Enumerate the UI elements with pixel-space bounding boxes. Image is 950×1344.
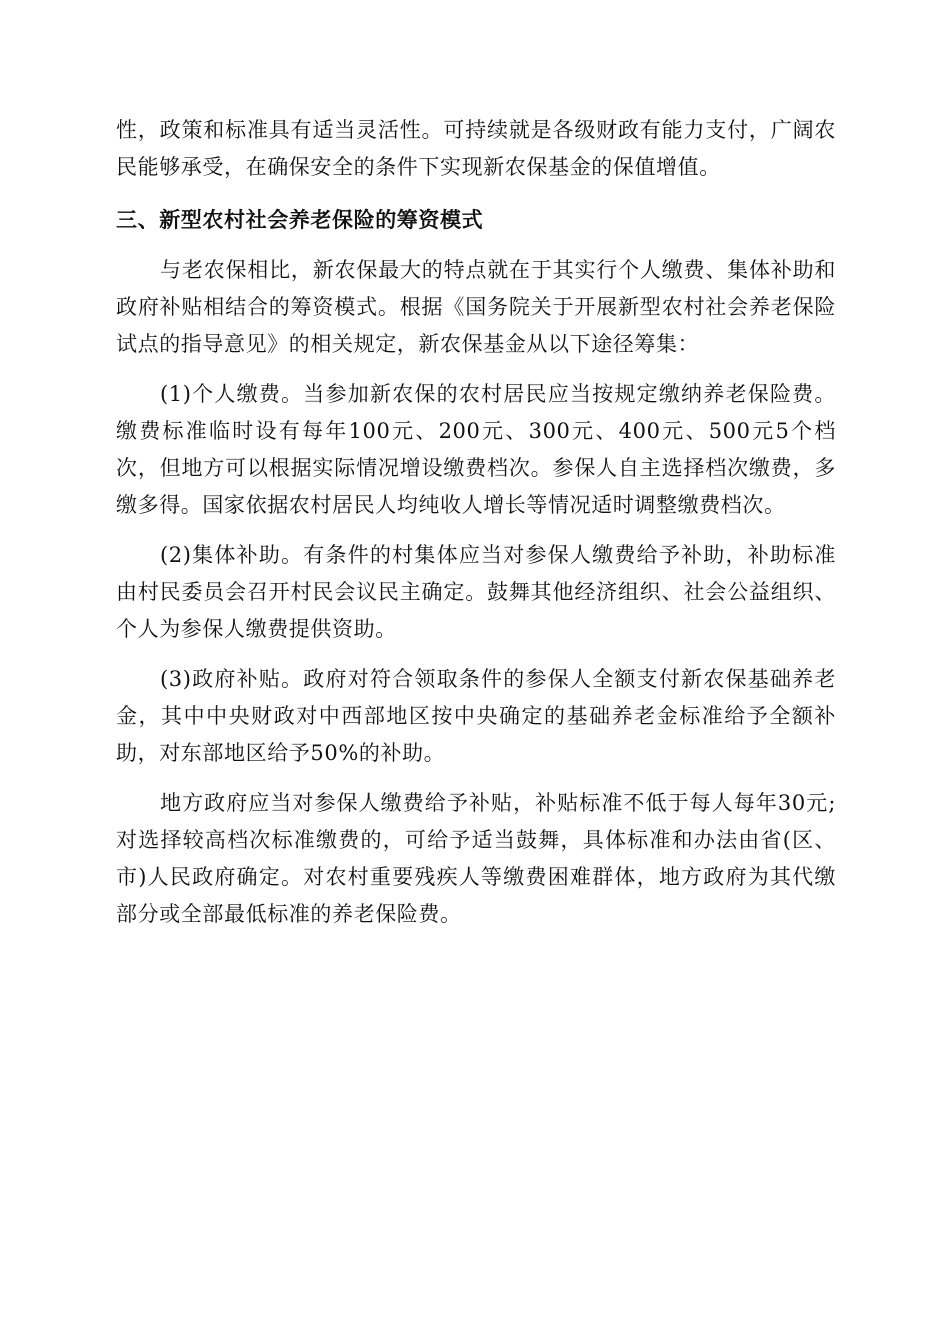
paragraph-local-government: 地方政府应当对参保人缴费给予补贴，补贴标准不低于每人每年30元;对选择较高档次标准缴费的，可给予适当鼓舞，具体标准和办法由省(区、市)人民政府确定。对农村重要残疾人等缴费困难群体，地方政府为其代缴部分或全部最低标准的养老保险费。 [116, 791, 836, 926]
paragraph-individual-contribution: (1)个人缴费。当参加新农保的农村居民应当按规定缴纳养老保险费。缴费标准临时设有每年100元、200元、300元、400元、500元5个档次，但地方可以根据实际情况增设缴费档次。参保人自主选择档次缴费，多缴多得。国家依据农村居民人均纯收人增长等情况适时调整缴费档次。 [116, 382, 836, 517]
section-heading: 三、新型农村社会养老保险的筹资模式 [116, 208, 484, 232]
paragraph-government-subsidy: (3)政府补贴。政府对符合领取条件的参保人全额支付新农保基础养老金，其中中央财政对中西部地区按中央确定的基础养老金标准给予全额补助，对东部地区给予50%的补助。 [116, 667, 836, 765]
paragraph-collective-subsidy: (2)集体补助。有条件的村集体应当对参保人缴费给予补助，补助标准由村民委员会召开村民会议民主确定。鼓舞其他经济组织、社会公益组织、个人为参保人缴费提供资助。 [116, 543, 836, 641]
document-body [116, 112, 836, 933]
paragraph-intro: 与老农保相比，新农保最大的特点就在于其实行个人缴费、集体补助和政府补贴相结合的筹资模式。根据《国务院关于开展新型农村社会养老保险试点的指导意见》的相关规定，新农保基金从以下途径筹集： [116, 258, 836, 356]
paragraph-continuation: 性，政策和标准具有适当灵活性。可持续就是各级财政有能力支付，广阔农民能够承受，在确保安全的条件下实现新农保基金的保值增值。 [116, 118, 836, 179]
